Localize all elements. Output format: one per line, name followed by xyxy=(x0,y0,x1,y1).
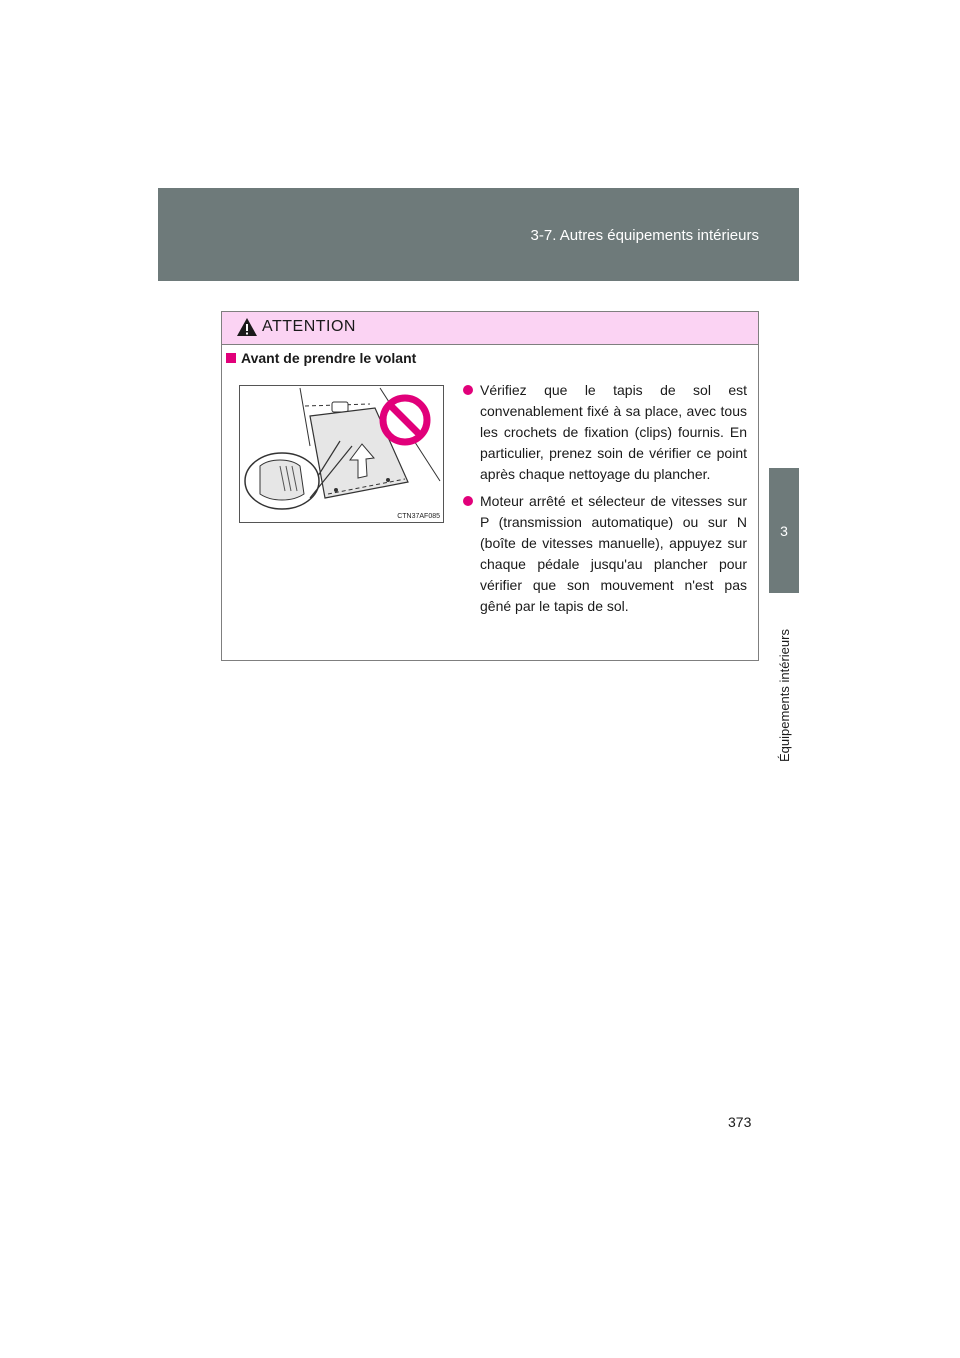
warning-box xyxy=(221,311,759,661)
warning-triangle-icon xyxy=(236,317,258,337)
illustration-code: CTN37AF085 xyxy=(397,513,440,520)
warning-bullet-text: Vérifiez que le tapis de sol est convenablement fixé à sa place, avec tous les crochets de fixation (clips) fournis. En particulier, prenez soin de vérifier ce point après chaque nettoyage du plancher. xyxy=(480,382,747,482)
section-title: 3-7. Autres équipements intérieurs xyxy=(530,227,759,244)
chapter-tab-label xyxy=(769,600,799,790)
warning-bullet-text: Moteur arrêté et sélecteur de vitesses sur P (transmission automatique) ou sur N (boîte de vitesses manuelle), appuyez sur chaque pédale jusqu'au plancher pour vérifier que son mouvement n'est pas gêné par le tapis de sol. xyxy=(480,493,747,614)
chapter-tab-label-text: Équipements intérieurs xyxy=(776,628,792,762)
warning-title: ATTENTION xyxy=(262,318,356,335)
warning-subheading xyxy=(226,350,416,366)
warning-bullet-item xyxy=(462,491,747,617)
floor-mat-illustration xyxy=(239,385,444,523)
page-number: 373 xyxy=(728,1114,752,1130)
round-bullet-icon xyxy=(463,496,473,506)
warning-bullet-item xyxy=(462,380,747,485)
warning-subheading-text: Avant de prendre le volant xyxy=(241,350,417,366)
warning-header xyxy=(222,312,758,345)
floor-mat-drawing xyxy=(240,386,443,522)
warning-bullet-list xyxy=(462,380,747,623)
section-header-bar xyxy=(158,188,799,281)
chapter-tab-number: 3 xyxy=(769,468,799,593)
square-bullet-icon xyxy=(226,353,236,363)
round-bullet-icon xyxy=(463,385,473,395)
